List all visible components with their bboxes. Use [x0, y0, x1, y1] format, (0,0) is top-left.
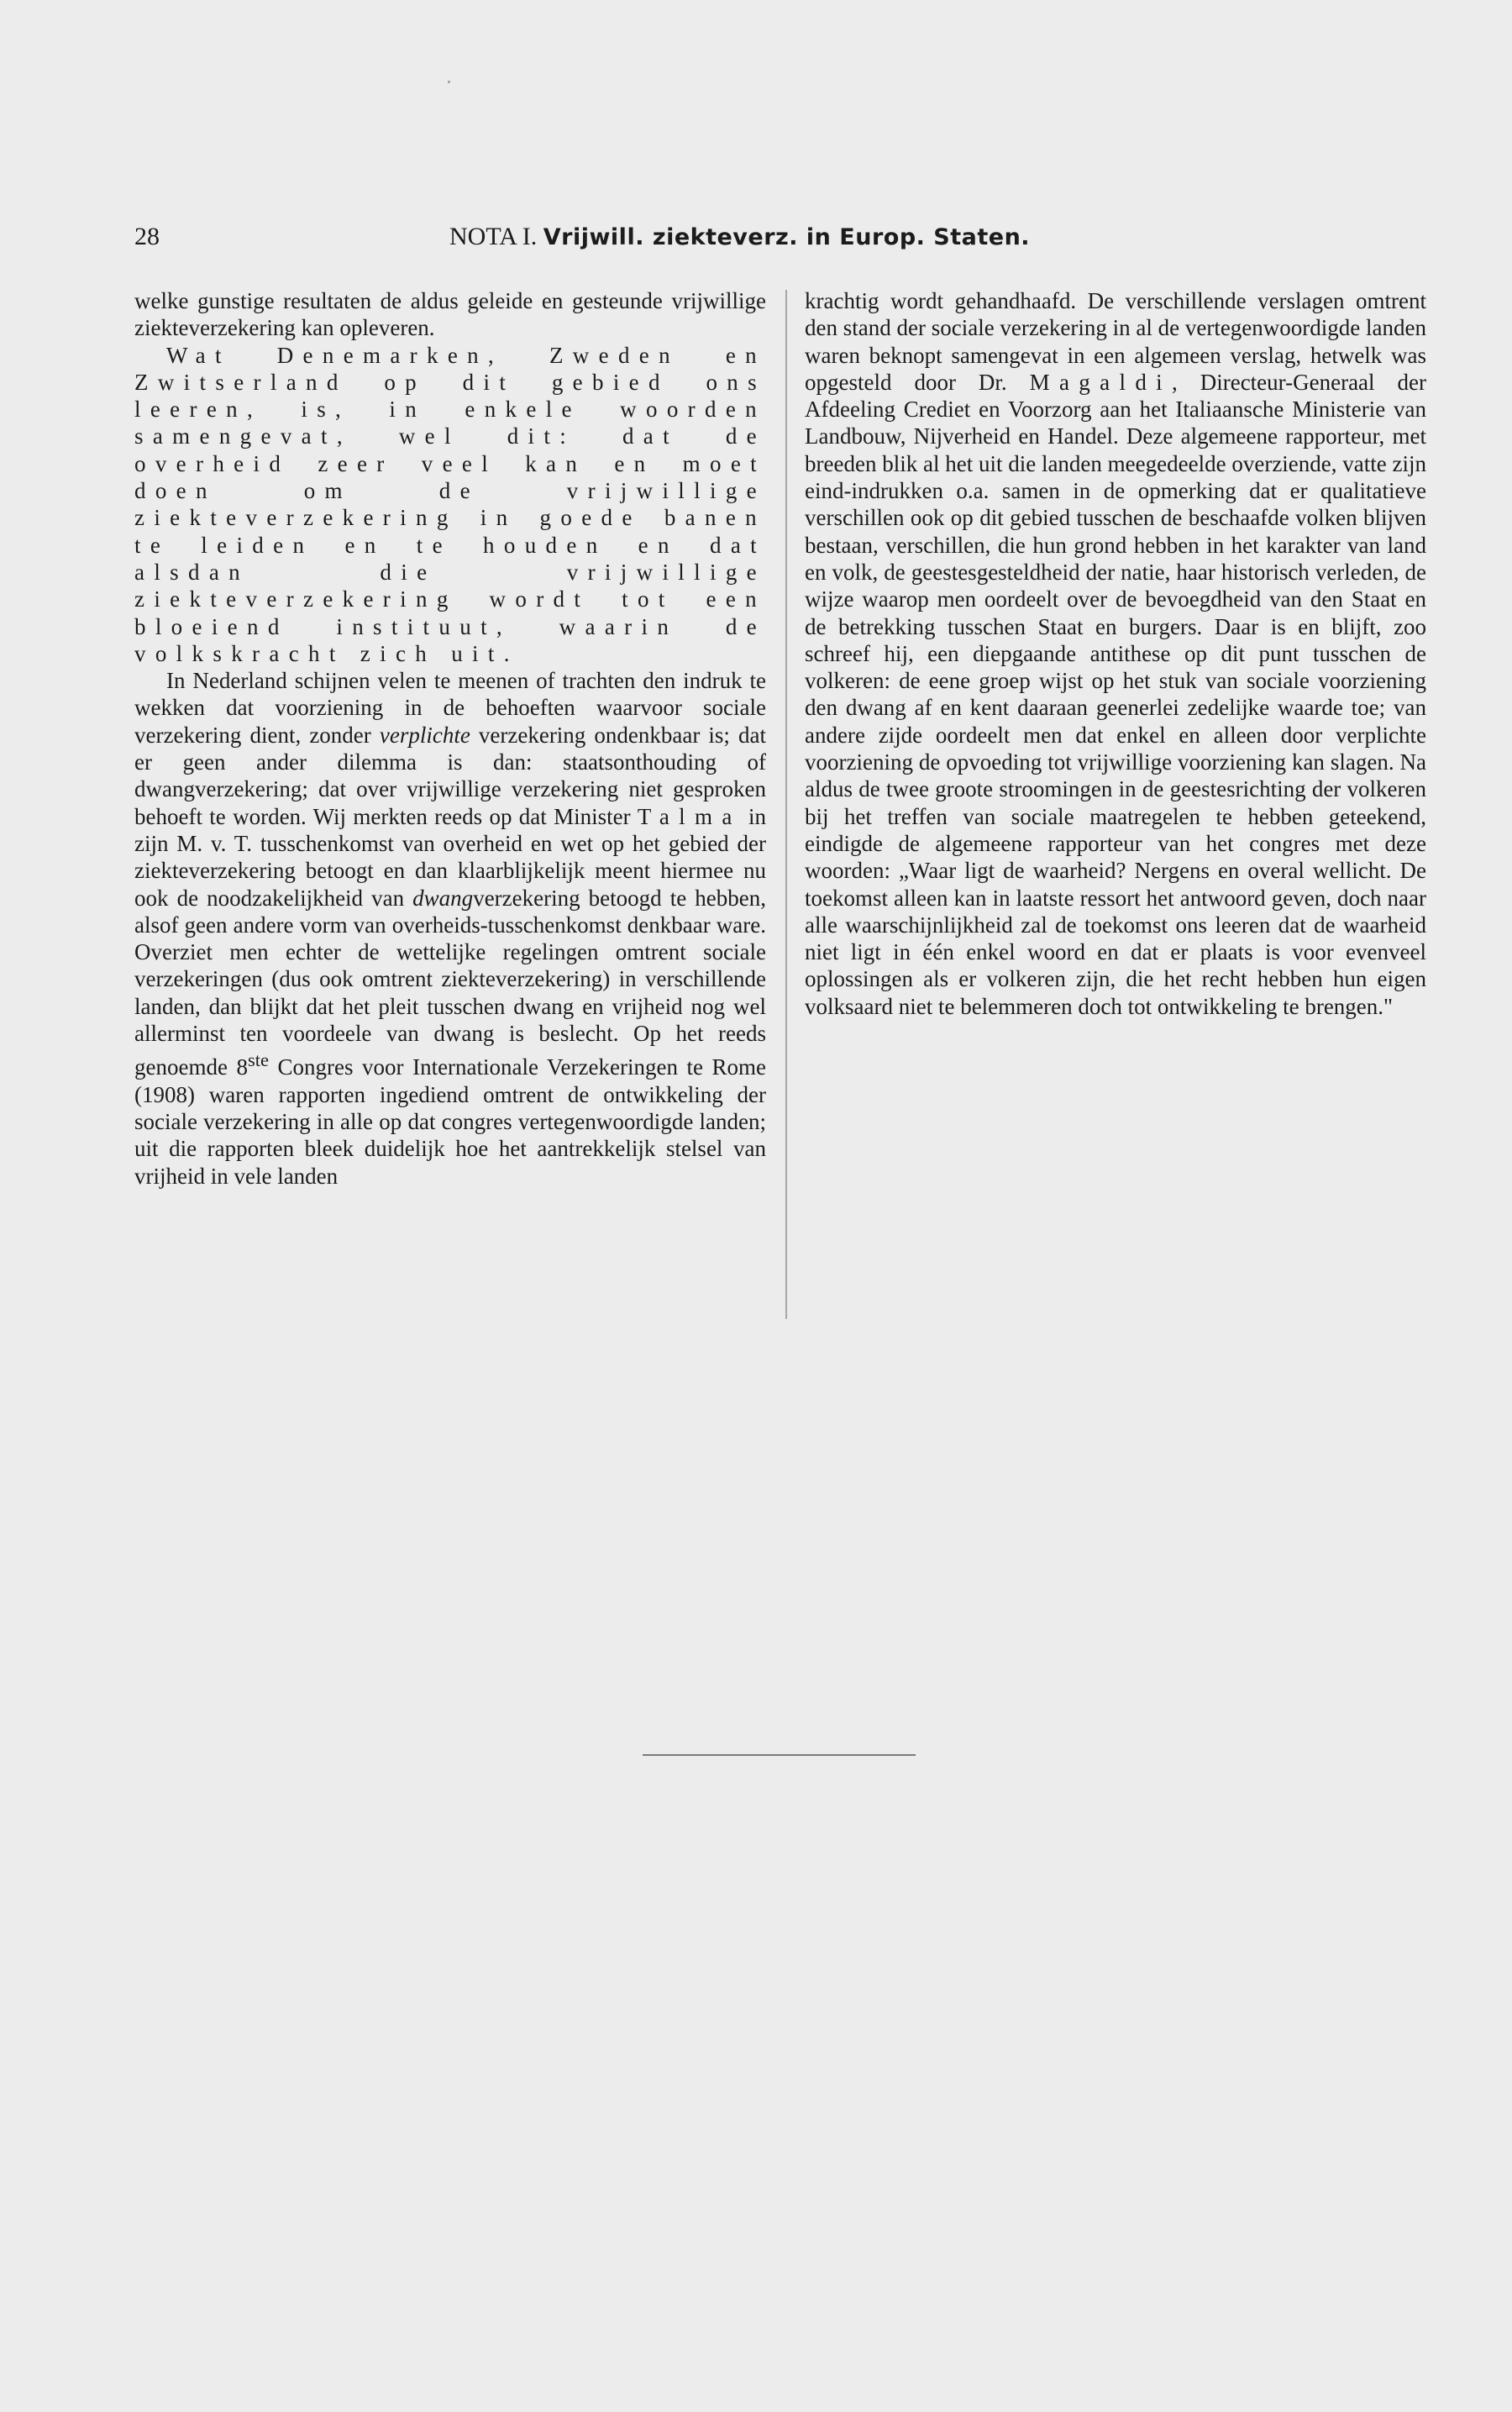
text-run: verzekering betoogd te hebben, alsof geen andere vorm van overheids-tusschenkomst denkbaar ware. Overziet men echter de wettelijke regelingen omtrent sociale verzekeringen (dus ook omtrent ziekteverzekering) in verschillende landen, dan blijkt dat het pleit tusschen dwang en vrijheid nog wel allerminst ten voordeele van dwang is beslecht. Op het reeds genoemde 8: [134, 885, 766, 1080]
text-run: Congres voor Internationale Verzekeringen te Rome (1908) waren rapporten ingediend omtrent de ontwikkeling der sociale verzekering in alle op dat congres vertegenwoordigde landen; uit die rapporten bleek duidelijk hoe het aantrekkelijk stelsel van vrijheid in vele landen: [134, 1054, 767, 1189]
paragraph-continued: [805, 287, 1426, 1020]
text-run: in zijn M. v. T. tusschenkomst van overheid en wet op het gebied der ziekteverzekering betoogt en dan klaarblijkelijk meent hiermee nu ook de noodzakelijkheid van: [134, 803, 766, 911]
paper-speck: [448, 81, 450, 83]
left-column: [134, 287, 766, 1190]
text-run: krachtig wordt gehandhaafd. De verschillende verslagen omtrent den stand der sociale verzekering in al de vertegenwoordigde landen waren beknopt samengevat in een algemeen verslag, hetwelk was opgesteld door Dr.: [805, 288, 1426, 395]
paragraph-2: Wat Denemarken, Zweden en Zwitserland op dit gebied ons leeren, is, in enkele woorden samengevat, wel dit: dat de overheid zeer veel kan en moet doen om de vrijwillige ziekteverzekering in goede banen te leiden en te houden en dat alsdan die vrijwillige ziekteverzekering wordt tot een bloeiend instituut, waarin de volkskracht zich uit.: [134, 342, 766, 666]
text-run: , Directeur-Generaal der Afdeeling Crediet en Voorzorg aan het Italiaansche Ministerie van Landbouw, Nijverheid en Handel. Deze algemeene rapporteur, met breeden blik al het uit die landen meegedeelde overziende, vatte zijn eind-indrukken o.a. samen in de opmerking dat er qualitatieve verschillen ook op dit gebied tusschen de beschaafde volken blijven bestaan, verschillen, die hun grond hebben in het karakter van land en volk, de geestesgesteldheid der natie, haar historisch verleden, de wijze waarop men oordeelt over de bevoegdheid van den Staat en de betrekking tusschen Staat en burgers. Daar is en blijft, zoo schreef hij, een diepgaande antithese op dit punt tusschen de volkeren: de eene groep wijst op het stuk van sociale voorziening den dwang af en kent daaraan geenerlei zedelijke waarde toe; van andere zijde oordeelt men dat enkel en alleen door verplichte voorziening de opvoeding tot vrijwillige voorziening kan slagen. Na aldus de twee groote stroomingen in de geestesrichting der volkeren bij het treffen van sociale maatregelen te hebben geteekend, eindigde de algemeene rapporteur van het congres met deze woorden: „Waar ligt de waarheid? Nergens en overal wellicht. De toekomst alleen kan in laatste ressort het antwoord geven, doch naar alle waarschijnlijkheid zal de toekomst ons leeren dat de waarheid niet ligt in één enkel woord en dat er plaats is voor evenveel oplossingen als er volkeren zijn, die het recht hebben hun eigen volksaard niet te belemmeren doch tot ontwikkeling te brengen.": [805, 369, 1426, 1019]
ordinal-suffix: ste: [248, 1049, 269, 1071]
text-run: verzekering ondenkbaar is; dat er geen ander dilemma is dan: staatsonthouding of dwangverzekering; dat over vrijwillige verzekering niet gesproken behoeft te worden. Wij merkten reeds op dat Minister: [134, 722, 766, 829]
running-head-title: Vrijwill. ziekteverz. in Europ. Staten.: [543, 224, 1031, 250]
section-end-rule: [643, 1754, 916, 1756]
text-run: In Nederland schijnen velen te meenen of trachten den indruk te wekken dat voorziening in de behoeften waarvoor sociale verzekering dient, zonder: [134, 668, 766, 748]
paragraph-3: [134, 667, 766, 1190]
italic-term: verplichte: [379, 722, 470, 748]
right-column: [805, 287, 1426, 1020]
running-head-prefix: NOTA I.: [449, 223, 538, 250]
column-divider: [785, 290, 787, 1319]
spaced-name: Talma: [637, 803, 742, 829]
page-header: [134, 220, 1109, 254]
running-head: [449, 220, 1030, 255]
paragraph-1: welke gunstige resultaten de aldus geleide en gesteunde vrijwillige ziekteverzekering kan opleveren.: [134, 288, 766, 341]
italic-term: dwang: [412, 885, 474, 911]
page-number: 28: [134, 223, 160, 250]
spaced-name: Magaldi: [1029, 369, 1172, 395]
